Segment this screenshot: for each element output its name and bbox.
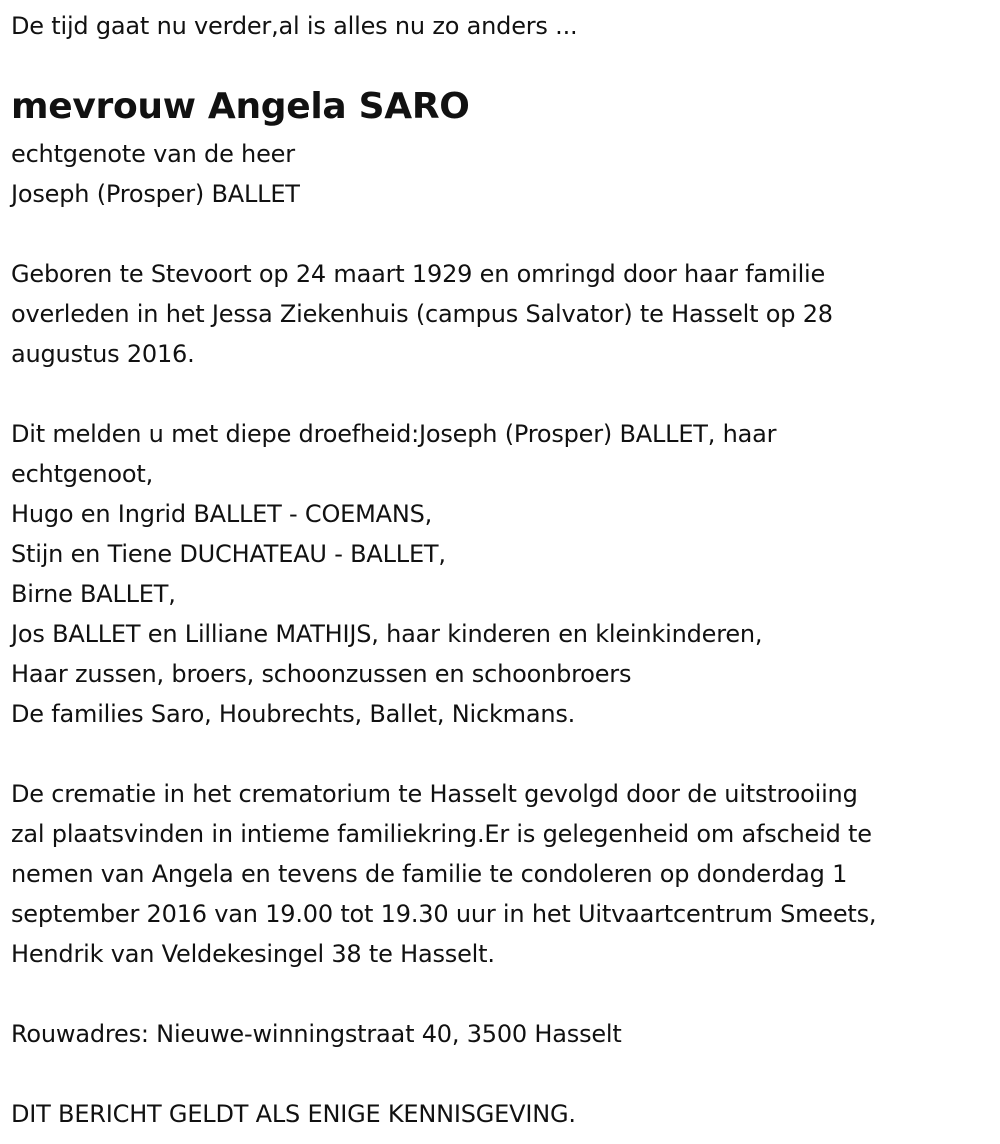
paragraph-line: augustus 2016. xyxy=(11,340,195,368)
family-line: Jos BALLET en Lilliane MATHIJS, haar kinderen en kleinkinderen, xyxy=(11,620,763,648)
family-line: Birne BALLET, xyxy=(11,580,176,608)
spouse-line: Joseph (Prosper) BALLET xyxy=(11,180,300,208)
paragraph-line: overleden in het Jessa Ziekenhuis (campus Salvator) te Hasselt op 28 xyxy=(11,300,833,328)
spouse-section xyxy=(11,134,300,214)
family-line: Hugo en Ingrid BALLET - COEMANS, xyxy=(11,500,433,528)
paragraph-line: zal plaatsvinden in intieme familiekring.Er is gelegenheid om afscheid te xyxy=(11,820,872,848)
birth-death-paragraph xyxy=(11,254,833,374)
family-line: Dit melden u met diepe droefheid:Joseph (Prosper) BALLET, haar xyxy=(11,420,777,448)
family-line: De families Saro, Houbrechts, Ballet, Nickmans. xyxy=(11,700,576,728)
mourning-address xyxy=(11,1014,622,1054)
deceased-name: mevrouw Angela SARO xyxy=(11,86,470,127)
notice-text: DIT BERICHT GELDT ALS ENIGE KENNISGEVING. xyxy=(11,1100,576,1128)
spouse-line: echtgenote van de heer xyxy=(11,140,295,168)
family-line: Haar zussen, broers, schoonzussen en schoonbroers xyxy=(11,660,632,688)
intro-quote: De tijd gaat nu verder,al is alles nu zo anders ... xyxy=(11,12,578,40)
paragraph-line: Geboren te Stevoort op 24 maart 1929 en omringd door haar familie xyxy=(11,260,826,288)
paragraph-line: De crematie in het crematorium te Hasselt gevolgd door de uitstrooiing xyxy=(11,780,858,808)
cremation-paragraph xyxy=(11,774,876,974)
family-announcement xyxy=(11,414,776,734)
family-line: Stijn en Tiene DUCHATEAU - BALLET, xyxy=(11,540,446,568)
paragraph-line: Hendrik van Veldekesingel 38 te Hasselt. xyxy=(11,940,495,968)
paragraph-line: september 2016 van 19.00 tot 19.30 uur in het Uitvaartcentrum Smeets, xyxy=(11,900,877,928)
address-line: Rouwadres: Nieuwe-winningstraat 40, 3500 Hasselt xyxy=(11,1020,622,1048)
family-line: echtgenoot, xyxy=(11,460,153,488)
notice-line xyxy=(11,1094,576,1134)
paragraph-line: nemen van Angela en tevens de familie te condoleren op donderdag 1 xyxy=(11,860,848,888)
